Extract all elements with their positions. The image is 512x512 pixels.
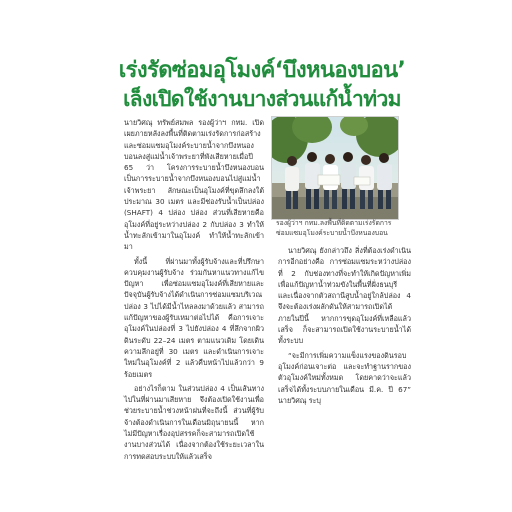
right-column	[278, 245, 411, 409]
news-photo	[271, 116, 399, 220]
headline-line-2: เล็งเปิดใช้งานบางส่วนแก้น้ำท่วม	[123, 87, 401, 111]
paragraph-3: อย่างไรก็ตาม ในส่วนปล่อง 4 เป็นเส้นทางไปในที่ผ่านมาเสียหาย จึงต้องเปิดใช้งานเพื่อช่วยระบายน้ำช่วงหน้าฝนที่จะถึงนี้ ส่วนที่ผู้รับจ้างต้องดำเนินการในเดือนมิถุนายนนี้ หากไม่มีปัญหาเรื่องอุปสรรคก็จะสามารถเปิดใช้งานบางส่วนได้ เนื่องจากต้องใช้ระยะเวลาในการทดสอบระบบให้แล้วเสร็จ	[124, 383, 264, 461]
headline	[112, 58, 412, 112]
paragraph-1: นายวิศณุ ทรัพย์สมพล รองผู้ว่าฯ กทม. เปิดเผยภายหลังลงพื้นที่ติดตามเร่งรัดการก่อสร้างและซ่อมแซมอุโมงค์ระบายน้ำจากบึงหนองบอนลงสู่แม่น้ำเจ้าพระยาที่พังเสียหายเมื่อปี 65 ว่า โครงการระบายน้ำบึงหนองบอน เป็นการระบายน้ำจากบึงหนองบอนไปสู่แม่น้ำเจ้าพระยา ลักษณะเป็นอุโมงค์ที่ขุดลึกลงใต้ประมาณ 30 เมตร และมีช่องรับน้ำเป็นปล่อง (SHAFT) 4 ปล่อง ปล่อง ส่วนที่เสียหายคืออุโมงค์ที่อยู่ระหว่างปล่อง 2 กับปล่อง 3 ทำให้น้ำทะลักเข้ามาในอุโมงค์ ทำให้น้ำทะลักเข้ามา	[124, 118, 264, 252]
left-column	[124, 117, 264, 465]
paragraph-5: “จะมีการเพิ่มความแข็งแรงของดินรอบอุโมงค์ก่อนเจาะต่อ และจะทำฐานรากของตัวอุโมงค์ใหม่ทั้งหมด โดยคาดว่าจะแล้วเสร็จได้ทั้งระบบภายในเดือน มี.ค. ปี 67” นายวิศณุ ระบุ	[278, 350, 411, 405]
photo-caption: รองผู้ว่าฯ กทม.ลงพื้นที่ติดตามเร่งรัดการซ่อมแซมอุโมงค์ระบายน้ำบึงหนองบอน	[276, 219, 392, 237]
paragraph-2: ทั้งนี้ ที่ผ่านมาทั้งผู้รับจ้างและที่ปรึกษาควบคุมงานผู้รับจ้าง ร่วมกันหาแนวทางแก้ไขปัญหา เพื่อซ่อมแซมอุโมงค์ที่เสียหายและปัจจุบันผู้รับจ้างได้ดำเนินการซ่อมแซมบริเวณปล่อง 3 ไปได้มีน้ำไหลลงมาด้วยแล้ว สามารถแก้ปัญหาของผู้รับเหมาต่อไปได้ คือการเจาะอุโมงค์ในปล่องที่ 3 ไปยังปล่อง 4 ที่ลึกจากผิวดินระดับ 22–24 เมตร ตามแนวเดิม โดยเดินความลึกอยู่ที่ 30 เมตร และดำเนินการเจาะใหม่ในอุโมงค์ที่ 2 แล้วคืบหน้าไปแล้วกว่า 9 ร้อยเมตร	[124, 256, 264, 379]
paragraph-4: นายวิศณุ ยังกล่าวถึง สิ่งที่ต้องเร่งดำเนินการอีกอย่างคือ การซ่อมแซมระหว่างปล่องที่ 2 กับช่องทางที่จะทำให้เกิดปัญหาเพิ่ม เพื่อแก้ปัญหาน้ำท่วมขังในพื้นที่ฝั่งธนบุรี และเนื่องจากตัวสถานีสูบน้ำอยู่ใกล้ปล่อง 4 จึงจะต้องเร่งผลักดันให้สามารถเปิดได้ภายในปีนี้ หากการขุดอุโมงค์ที่เหลือแล้วเสร็จ ก็จะสามารถเปิดใช้งานระบายน้ำได้ทั้งระบบ	[278, 246, 411, 346]
headline-line-1: เร่งรัดซ่อมอุโมงค์‘บึงหนองบอน’	[118, 58, 406, 83]
